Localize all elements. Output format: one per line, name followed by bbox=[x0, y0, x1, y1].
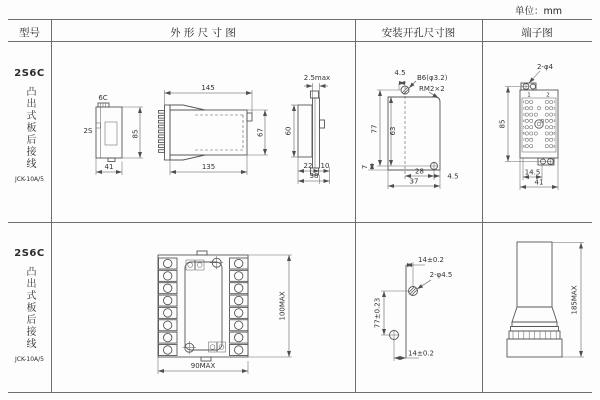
col-right-label: 2 bbox=[546, 92, 550, 99]
table-border-header bbox=[8, 41, 592, 42]
svg-text:8: 8 bbox=[522, 144, 525, 149]
r1-outline-drawing bbox=[51, 47, 355, 222]
svg-text:3: 3 bbox=[522, 112, 525, 117]
dim-7: 7 bbox=[361, 164, 369, 170]
dim-185max: 185MAX bbox=[570, 285, 579, 315]
r2-terminal-drawing bbox=[482, 222, 600, 393]
r2-socket-comb bbox=[513, 331, 556, 339]
model-cell-row2 bbox=[8, 248, 51, 363]
rear-view bbox=[285, 74, 331, 184]
svg-text:4: 4 bbox=[522, 119, 525, 124]
col-left-label: 1 bbox=[527, 92, 531, 99]
svg-text:7: 7 bbox=[522, 138, 525, 142]
dim-85: 85 bbox=[498, 119, 507, 129]
header-outline: 外 形 尺 寸 图 bbox=[170, 27, 236, 39]
svg-text:2: 2 bbox=[553, 106, 556, 111]
dim-67: 67 bbox=[256, 128, 265, 137]
dim-63: 63 bbox=[389, 126, 397, 136]
dim-28: 28 bbox=[415, 167, 424, 176]
header-model: 型号 bbox=[19, 27, 40, 39]
svg-text:4: 4 bbox=[553, 119, 556, 124]
dim-145: 145 bbox=[201, 84, 215, 92]
dim-14-bottom: 14±0.2 bbox=[408, 349, 434, 358]
svg-text:8: 8 bbox=[553, 144, 556, 149]
dim-22: 22 bbox=[303, 162, 313, 170]
model-code: 2S6C bbox=[14, 248, 45, 259]
r2-pads-right bbox=[230, 258, 249, 355]
dim-38: 38 bbox=[309, 172, 319, 180]
model-subcode: JCK-10A/5 bbox=[14, 176, 44, 183]
dim-4-5-top: 4.5 bbox=[394, 69, 406, 77]
dim-77: 77±0.23 bbox=[373, 297, 382, 329]
svg-text:3: 3 bbox=[553, 112, 556, 117]
dim-60: 60 bbox=[284, 126, 293, 136]
model-subcode: JCK-10A/5 bbox=[14, 356, 44, 363]
dim-85: 85 bbox=[131, 129, 140, 139]
svg-text:5: 5 bbox=[553, 125, 556, 130]
dim-90max: 90MAX bbox=[190, 362, 216, 370]
front-view bbox=[84, 94, 143, 175]
svg-text:1: 1 bbox=[522, 100, 525, 105]
dim-41: 41 bbox=[104, 163, 114, 171]
dim-135: 135 bbox=[201, 163, 216, 171]
dim-77: 77 bbox=[370, 124, 379, 134]
hole-label: 2-φ4 bbox=[536, 63, 554, 71]
dim-10: 10 bbox=[320, 162, 330, 170]
svg-text:1: 1 bbox=[553, 100, 556, 105]
svg-text:6: 6 bbox=[553, 131, 556, 136]
r2-mounting-drawing bbox=[355, 222, 482, 393]
r1-terminal-comb bbox=[159, 111, 165, 153]
model-desc: 凸出式板后接线 bbox=[24, 266, 35, 350]
r1-mounting-drawing bbox=[355, 47, 482, 222]
dim-4-5-right: 4.5 bbox=[447, 172, 459, 181]
dim-14-5: 14.5 bbox=[524, 168, 541, 177]
r1-terminal-drawing bbox=[482, 47, 600, 222]
dim-2s: 2S bbox=[83, 127, 93, 135]
unit-label: 单位：mm bbox=[514, 6, 562, 17]
table-border-top bbox=[8, 19, 592, 20]
model-code: 2S6C bbox=[14, 68, 45, 79]
model-desc: 凸出式板后接线 bbox=[24, 86, 35, 170]
model-cell-row1 bbox=[8, 68, 51, 183]
header-terminal: 端子图 bbox=[521, 27, 553, 39]
hole-label: 2-φ4.5 bbox=[429, 271, 453, 279]
hole-label: B6(φ3.2) bbox=[417, 74, 448, 82]
dim-37: 37 bbox=[409, 177, 419, 186]
dim-14-top: 14±0.2 bbox=[418, 256, 444, 264]
side-view bbox=[159, 84, 269, 175]
r2-outline-drawing bbox=[51, 222, 355, 393]
dim-41: 41 bbox=[534, 178, 544, 187]
r1-pin-grid bbox=[523, 100, 556, 148]
svg-text:5: 5 bbox=[522, 125, 525, 130]
header-mounting: 安装开孔尺寸图 bbox=[381, 27, 456, 39]
corner-label: RM2×2 bbox=[419, 85, 445, 93]
svg-text:6: 6 bbox=[522, 131, 525, 136]
svg-text:7: 7 bbox=[553, 138, 556, 142]
svg-text:2: 2 bbox=[522, 106, 525, 111]
dim-2-5max: 2.5max bbox=[303, 74, 331, 82]
r2-pads-left bbox=[159, 258, 178, 355]
dim-6c: 6C bbox=[98, 94, 108, 102]
dim-100max: 100MAX bbox=[278, 291, 287, 321]
